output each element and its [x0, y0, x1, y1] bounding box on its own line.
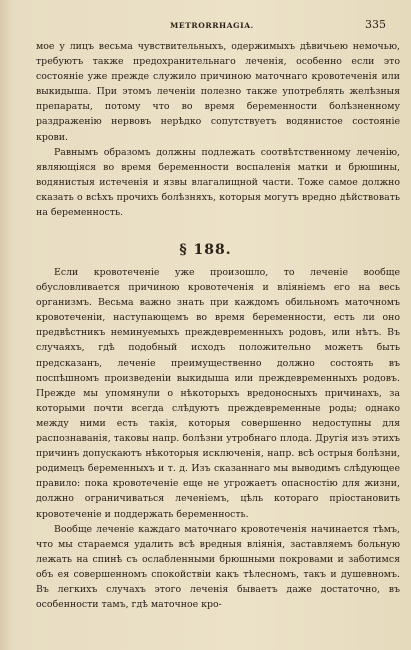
body-text-bottom	[36, 265, 400, 612]
page-number: 335	[365, 18, 386, 31]
section-heading: § 188.	[179, 242, 232, 258]
paragraph-continued: мое у лицъ весьма чувствительныхъ, одержимыхъ дѣвичьею немочью, требуютъ также предохранительнаго леченія, особенно если это состояніе уже прежде служило причиною маточнаго кровотеченія или выкидыша. При этомъ леченіи полезно также употреблять желѣзныя препараты, потому что во время беременности болѣзненному раздраженію нервовъ нерѣдко сопутствуетъ водянистое состояніе крови.	[36, 41, 400, 143]
paragraph: Вообще леченіе каждаго маточнаго кровотеченія начинается тѣмъ, что мы стараемся удалить всѣ вредныя вліянія, заставляемъ больную лежать на спинѣ съ ослабленными брюшными покровами и заботимся объ ея совершенномъ спокойствіи какъ тѣлесномъ, такъ и душевномъ. Въ легкихъ случахъ этого леченія бываетъ даже достаточно, въ особенности тамъ, гдѣ маточное кро-	[36, 523, 400, 611]
running-head: METRORRHAGIA.	[170, 21, 254, 30]
paragraph: Если кровотеченіе уже произошло, то леченіе вообще обусловливается причиною кровотеченія и вліяніемъ его на весь организмъ. Весьма важно знать при каждомъ обильномъ маточномъ кровотеченіи, наступающемъ во время беременности, есть ли оно предвѣстникъ неминуемыхъ преждевременныхъ родовъ, или нѣтъ. Въ случаяхъ, гдѣ подобный исходъ положительно можетъ быть предсказанъ, леченіе преимущественно должно состоять въ поспѣшномъ произведеніи выкидыша или преждевременныхъ родовъ. Прежде мы упомянули о нѣкоторыхъ вредоносныхъ причинахъ, за которыми почти всегда слѣдуютъ преждевременные роды; однако между ними есть такія, которыя совершенно недоступны для распознаванія, таковы напр. болѣзни утробнаго плода. Другія изъ этихъ причинъ допускаютъ нѣкоторыя исключенія, напр. всѣ острыя болѣзни, родимецъ беременныхъ и т. д. Изъ сказаннаго мы выводимъ слѣдующее правило: пока кровотеченіе еще не угрожаетъ опасностію для жизни, должно ограничиваться леченіемъ, цѣль котораго пріостановить кровотеченіе и поддержать беременность.	[36, 267, 400, 520]
body-text-top	[36, 39, 400, 220]
paragraph: Равнымъ образомъ должны подлежать соотвѣтственному леченію, являющіяся во время беременности воспаленія матки и брюшины, водянистыя истеченія и язвы влагалищной части. Тоже самое должно сказать о всѣхъ прочихъ болѣзняхъ, которыя могутъ вредно дѣйствовать на беременность.	[36, 146, 400, 219]
page-header	[0, 18, 411, 34]
